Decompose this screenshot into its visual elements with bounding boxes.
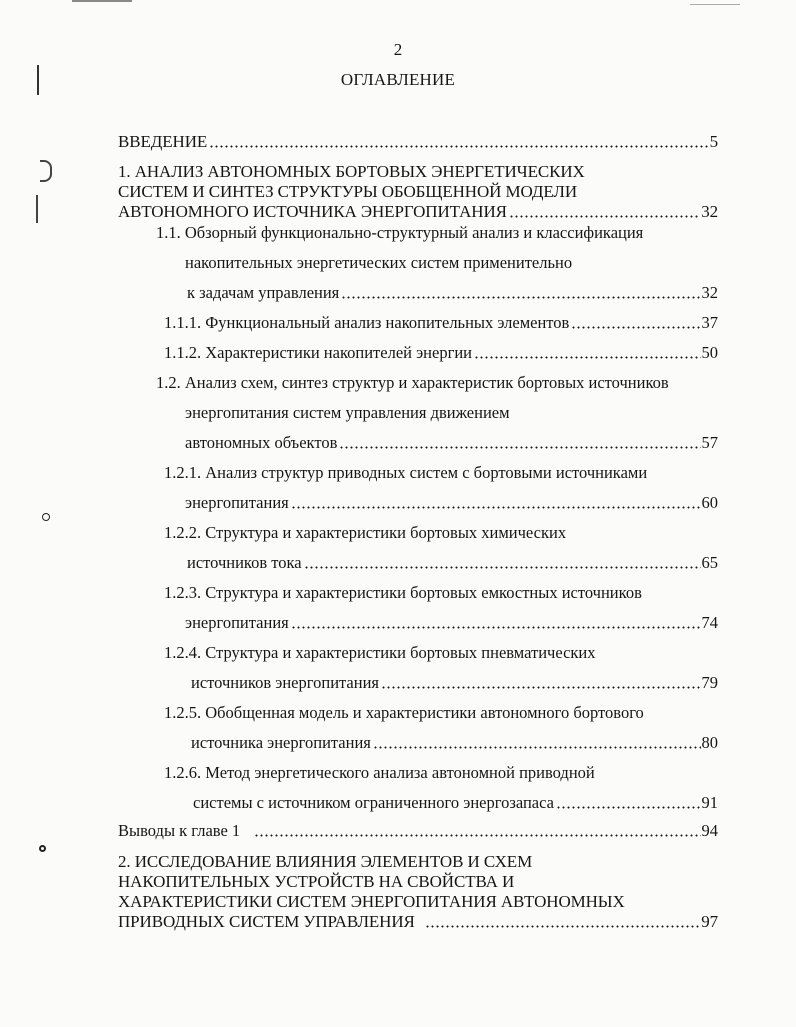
toc-entry-introduction — [118, 130, 718, 152]
toc-page-number: 65 — [701, 553, 718, 572]
toc-leader-dots — [556, 806, 701, 809]
toc-entry-text: АВТОНОМНОГО ИСТОЧНИКА ЭНЕРГОПИТАНИЯ — [118, 202, 507, 221]
toc-entry-section-1-2-5-end — [191, 731, 718, 753]
page-number: 2 — [393, 40, 403, 59]
toc-entry-text: НАКОПИТЕЛЬНЫХ УСТРОЙСТВ НА СВОЙСТВА И — [118, 872, 515, 891]
toc-entry-chapter-2-cont-1 — [118, 870, 718, 892]
toc-entry-text: 1.2.1. Анализ структур приводных систем с бортовыми источниками — [164, 463, 648, 482]
toc-page-number: 91 — [701, 793, 718, 812]
toc-leader-dots — [381, 686, 700, 689]
toc-leader-dots — [254, 834, 700, 837]
toc-page-number: 79 — [701, 673, 718, 692]
toc-leader-dots — [291, 506, 701, 509]
toc-entry-section-1-2-1 — [164, 461, 718, 483]
toc-entry-text: 1.2. Анализ схем, синтез структур и характеристик бортовых источников — [156, 373, 669, 392]
toc-entry-chapter-2 — [118, 850, 718, 872]
toc-entry-section-1-2-3-end — [185, 611, 718, 633]
toc-page-number: 32 — [701, 202, 718, 221]
toc-entry-section-1-1-2 — [164, 341, 718, 363]
toc-entry-conclusions-1 — [118, 819, 718, 841]
toc-entry-text: энергопитания систем управления движением — [185, 403, 510, 422]
scan-artifact-hole-2 — [39, 845, 46, 852]
toc-page-number: 60 — [701, 493, 718, 512]
toc-entry-section-1-2-2 — [164, 521, 718, 543]
toc-leader-dots — [304, 566, 701, 569]
toc-leader-dots — [209, 145, 708, 148]
toc-entry-text: 1.1.1. Функциональный анализ накопительных элементов — [164, 313, 570, 332]
toc-leader-dots — [474, 356, 700, 359]
toc-entry-section-1-1-1 — [164, 311, 718, 333]
toc-entry-text: накопительных энергетических систем применительно — [185, 253, 573, 272]
toc-entry-section-1-2-6-end — [193, 791, 718, 813]
toc-entry-chapter-1 — [118, 160, 718, 182]
toc-entry-section-1-2-1-end — [185, 491, 718, 513]
toc-leader-dots — [291, 626, 701, 629]
toc-entry-text: 1. АНАЛИЗ АВТОНОМНЫХ БОРТОВЫХ ЭНЕРГЕТИЧЕСКИХ — [118, 162, 585, 181]
toc-entry-section-1-2-3 — [164, 581, 718, 603]
toc-page-number: 94 — [701, 821, 718, 840]
toc-entry-text: Выводы к главе 1 — [118, 821, 241, 840]
toc-entry-text: ПРИВОДНЫХ СИСТЕМ УПРАВЛЕНИЯ — [118, 912, 415, 931]
toc-entry-text: 1.1. Обзорный функционально-структурный анализ и классификация — [156, 223, 644, 242]
toc-leader-dots — [373, 746, 701, 749]
toc-leader-dots — [571, 326, 700, 329]
toc-entry-section-1-2-2-end — [187, 551, 718, 573]
toc-entry-chapter-1-cont — [118, 180, 718, 202]
toc-entry-text: 1.2.5. Обобщенная модель и характеристики автономного бортового — [164, 703, 644, 722]
toc-entry-text: к задачам управления — [187, 283, 340, 302]
toc-entry-section-1-1-cont — [185, 251, 718, 273]
toc-page-number: 37 — [701, 313, 718, 332]
toc-leader-dots — [339, 446, 700, 449]
scan-artifact-margin-mark — [40, 160, 52, 182]
toc-entry-text: ХАРАКТЕРИСТИКИ СИСТЕМ ЭНЕРГОПИТАНИЯ АВТОНОМНЫХ — [118, 892, 625, 911]
toc-entry-section-1-2-5 — [164, 701, 718, 723]
toc-leader-dots — [425, 925, 700, 928]
toc-entry-text: 1.2.6. Метод энергетического анализа автономной приводной — [164, 763, 595, 782]
toc-page-number: 32 — [701, 283, 718, 302]
scan-artifact-hole-1 — [42, 513, 50, 521]
toc-page-number: 97 — [701, 912, 718, 931]
toc-entry-text: 1.1.2. Характеристики накопителей энергии — [164, 343, 473, 362]
toc-leader-dots — [341, 296, 700, 299]
toc-entry-section-1-2-4-end — [191, 671, 718, 693]
toc-page-number: 80 — [701, 733, 718, 752]
toc-entry-section-1-2 — [156, 371, 718, 393]
toc-entry-text: источников энергопитания — [191, 673, 380, 692]
toc-page-number: 5 — [709, 132, 718, 151]
toc-entry-text: СИСТЕМ И СИНТЕЗ СТРУКТУРЫ ОБОБЩЕННОЙ МОДЕЛИ — [118, 182, 577, 201]
toc-page-number: 74 — [701, 613, 718, 632]
scan-artifact-top-right — [690, 4, 740, 5]
toc-entry-text: энергопитания — [185, 613, 289, 632]
toc-entry-section-1-1-end — [187, 281, 718, 303]
page-title: ОГЛАВЛЕНИЕ — [340, 70, 456, 89]
toc-entry-section-1-2-6 — [164, 761, 718, 783]
toc-entry-text: автономных объектов — [185, 433, 338, 452]
toc-entry-text: 1.2.2. Структура и характеристики бортовых химических — [164, 523, 567, 542]
toc-entry-text: 1.2.3. Структура и характеристики бортовых емкостных источников — [164, 583, 642, 602]
toc-entry-section-1-2-end — [185, 431, 718, 453]
toc-entry-text: 1.2.4. Структура и характеристики бортовых пневматических — [164, 643, 596, 662]
toc-entry-chapter-2-cont-2 — [118, 890, 718, 912]
toc-page-number: 50 — [701, 343, 718, 362]
toc-leader-dots — [509, 215, 700, 218]
toc-page-number: 57 — [701, 433, 718, 452]
toc-entry-section-1-2-4 — [164, 641, 718, 663]
toc-entry-text: ВВЕДЕНИЕ — [118, 132, 208, 151]
scan-artifact-top — [72, 0, 132, 2]
toc-entry-text: источника энергопитания — [191, 733, 371, 752]
toc-entry-section-1-1 — [156, 221, 718, 243]
scan-artifact-margin-line-2 — [36, 195, 38, 223]
toc-entry-chapter-1-end — [118, 200, 718, 222]
toc-entry-chapter-2-end — [118, 910, 718, 932]
toc-entry-text: источников тока — [187, 553, 302, 572]
toc-entry-text: энергопитания — [185, 493, 289, 512]
toc-entry-section-1-2-cont — [185, 401, 718, 423]
toc-entry-text: системы с источником ограниченного энергозапаса — [193, 793, 554, 812]
toc-entry-text: 2. ИССЛЕДОВАНИЕ ВЛИЯНИЯ ЭЛЕМЕНТОВ И СХЕМ — [118, 852, 533, 871]
